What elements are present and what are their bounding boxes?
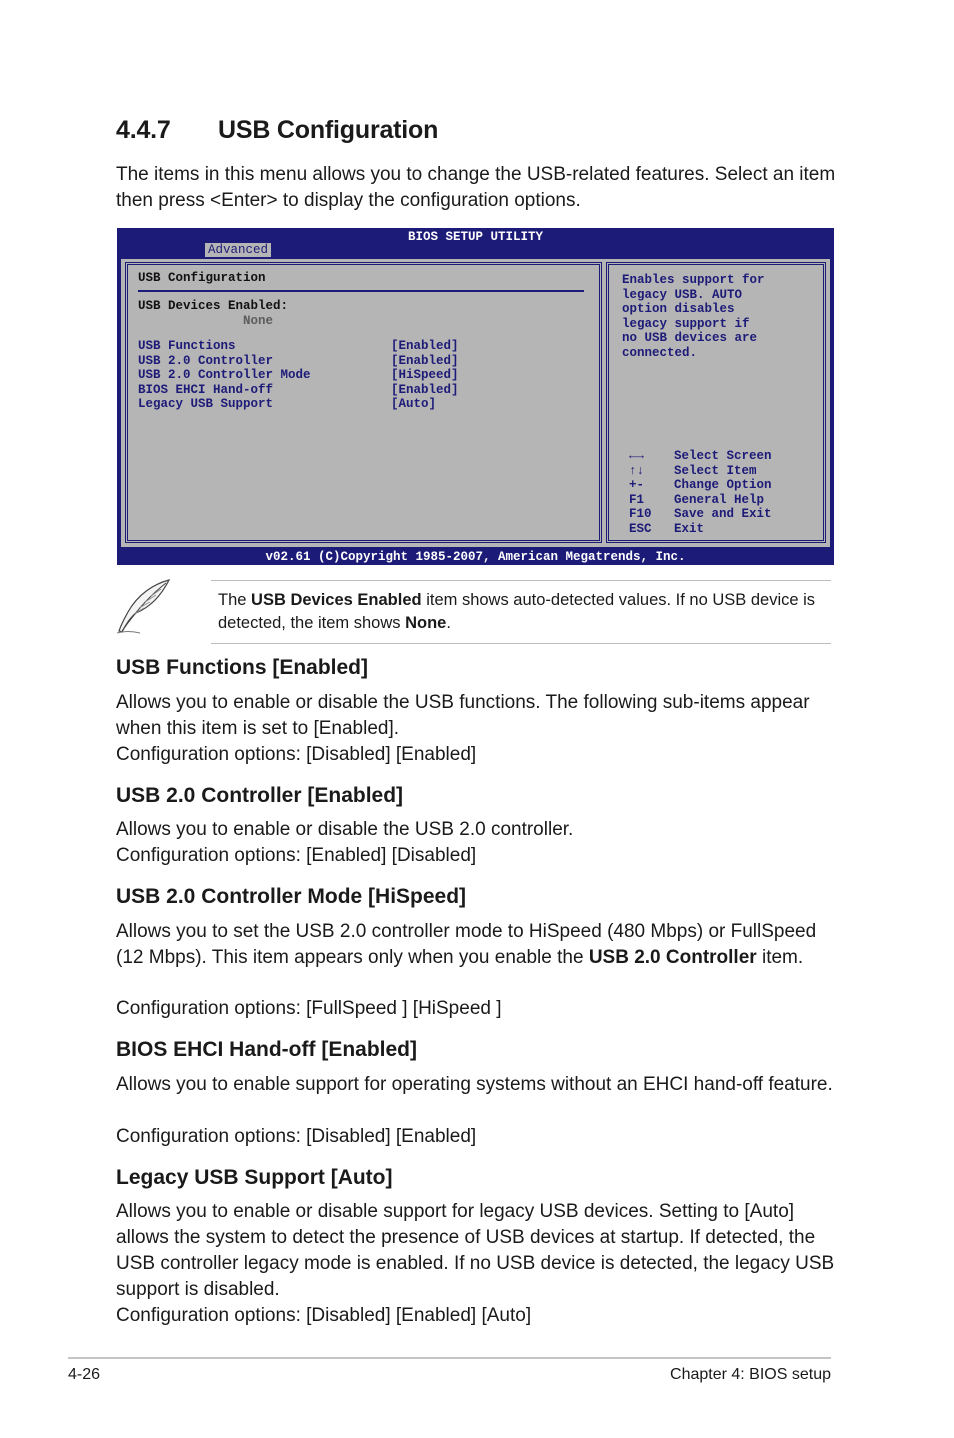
options-usb-functions: Configuration options: [Disabled] [Enabled] bbox=[116, 744, 477, 765]
bios-tab-advanced[interactable]: Advanced bbox=[205, 243, 271, 257]
para-text-part: item. bbox=[756, 947, 804, 968]
note-bottom-rule bbox=[211, 643, 831, 644]
intro-paragraph: The items in this menu allows you to change the USB-related features. Select an item then press <Enter> to display the configuration options. bbox=[116, 164, 836, 211]
bios-item-legacy-usb[interactable]: Legacy USB Support bbox=[138, 397, 274, 411]
key-desc: Select Screen bbox=[674, 449, 772, 463]
note-bold-usb-devices: USB Devices Enabled bbox=[251, 591, 422, 609]
bios-heading: USB Configuration bbox=[138, 271, 266, 285]
key-desc: Select Item bbox=[674, 463, 757, 478]
heading-legacy-usb: Legacy USB Support [Auto] bbox=[116, 1166, 393, 1189]
para-legacy-usb: Allows you to enable or disable support for legacy USB devices. Setting to [Auto] allows the system to detect the presence of USB devices at startup. If detected, the USB controller legacy mode is enabled. If no USB device is detected, the legacy USB support is disabled. bbox=[116, 1201, 835, 1300]
options-usb20-controller: Configuration options: [Enabled] [Disabled] bbox=[116, 845, 477, 866]
heading-usb20-controller: USB 2.0 Controller [Enabled] bbox=[116, 784, 404, 807]
page-number: 4-26 bbox=[68, 1366, 101, 1383]
bios-title: BIOS SETUP UTILITY bbox=[407, 230, 544, 244]
bios-value-usb-functions[interactable]: [Enabled] bbox=[391, 339, 459, 353]
heading-usb20-mode: USB 2.0 Controller Mode [HiSpeed] bbox=[116, 885, 467, 908]
para-bold-usb20-controller: USB 2.0 Controller bbox=[588, 947, 757, 968]
bios-value-usb20-mode[interactable]: [HiSpeed] bbox=[391, 368, 459, 382]
heading-ehci-handoff: BIOS EHCI Hand-off [Enabled] bbox=[116, 1038, 417, 1061]
key-desc: Save and Exit bbox=[674, 507, 772, 521]
key-desc: General Help bbox=[674, 492, 765, 507]
heading-usb-functions: USB Functions [Enabled] bbox=[116, 656, 368, 679]
bios-settings-panel bbox=[125, 262, 602, 543]
bios-devices-label: USB Devices Enabled: bbox=[138, 299, 289, 313]
bios-item-usb-functions[interactable]: USB Functions bbox=[138, 339, 236, 353]
para-ehci-handoff: Allows you to enable support for operating systems without an EHCI hand-off feature. bbox=[116, 1074, 833, 1095]
footer-rule bbox=[68, 1357, 831, 1359]
bios-item-usb20-controller[interactable]: USB 2.0 Controller bbox=[138, 353, 274, 368]
key-left-right-icon: ←→ bbox=[629, 449, 645, 463]
key-f10: F10 bbox=[629, 507, 652, 521]
bios-help-line: Enables support for bbox=[622, 273, 765, 287]
bios-help-line: legacy support if bbox=[622, 316, 750, 331]
key-f1: F1 bbox=[629, 492, 645, 507]
section-title: USB Configuration bbox=[218, 116, 439, 144]
options-legacy-usb: Configuration options: [Disabled] [Enabled] [Auto] bbox=[116, 1305, 532, 1326]
para-usb-functions: Allows you to enable or disable the USB functions. The following sub-items appear when this item is set to [Enabled]. bbox=[116, 692, 810, 739]
bios-help-line: no USB devices are bbox=[622, 331, 758, 345]
para-usb20-controller: Allows you to enable or disable the USB 2.0 controller. bbox=[116, 819, 574, 840]
bios-value-usb20-controller[interactable]: [Enabled] bbox=[391, 353, 459, 368]
feather-quill-icon bbox=[114, 578, 172, 634]
section-heading bbox=[116, 116, 438, 145]
chapter-label: Chapter 4: BIOS setup bbox=[670, 1366, 831, 1383]
note-bold-none: None bbox=[405, 614, 447, 632]
bios-main-area bbox=[121, 259, 830, 547]
options-ehci-handoff: Configuration options: [Disabled] [Enabled] bbox=[116, 1126, 477, 1147]
note-top-rule bbox=[211, 580, 831, 581]
bios-item-usb20-mode[interactable]: USB 2.0 Controller Mode bbox=[138, 368, 311, 382]
note-text-part: item shows auto-detected values. If no USB device is detected, the item shows bbox=[218, 591, 816, 632]
bios-help-line: option disables bbox=[622, 302, 735, 316]
note-text-part: The bbox=[218, 591, 252, 609]
bios-heading-rule bbox=[138, 290, 584, 292]
bios-item-ehci-handoff[interactable]: BIOS EHCI Hand-off bbox=[138, 382, 274, 397]
note-text bbox=[218, 589, 833, 635]
bios-copyright: v02.61 (C)Copyright 1985-2007, American Megatrends, Inc. bbox=[265, 550, 686, 564]
section-number: 4.4.7 bbox=[116, 116, 171, 144]
para-text-part: Allows you to set the USB 2.0 controller mode to HiSpeed (480 Mbps) or FullSpeed (12 Mbps). This item appears only when you enable the bbox=[116, 921, 817, 968]
note-text-part: . bbox=[446, 614, 451, 632]
bios-screen bbox=[117, 228, 834, 565]
options-usb20-mode: Configuration options: [FullSpeed ] [HiSpeed ] bbox=[116, 998, 502, 1019]
key-up-down-icon: ↑↓ bbox=[629, 463, 645, 478]
bios-help-line: legacy USB. AUTO bbox=[622, 287, 743, 302]
key-esc: ESC bbox=[629, 521, 652, 536]
key-desc: Exit bbox=[674, 521, 705, 536]
bios-devices-value: None bbox=[243, 313, 274, 328]
bios-help-panel bbox=[606, 262, 826, 543]
bios-help-line: connected. bbox=[622, 345, 698, 360]
bios-value-legacy-usb[interactable]: [Auto] bbox=[391, 397, 437, 411]
key-plus-minus: +- bbox=[629, 478, 645, 492]
para-usb20-mode bbox=[116, 919, 836, 971]
bios-value-ehci-handoff[interactable]: [Enabled] bbox=[391, 382, 459, 397]
key-desc: Change Option bbox=[674, 478, 772, 492]
